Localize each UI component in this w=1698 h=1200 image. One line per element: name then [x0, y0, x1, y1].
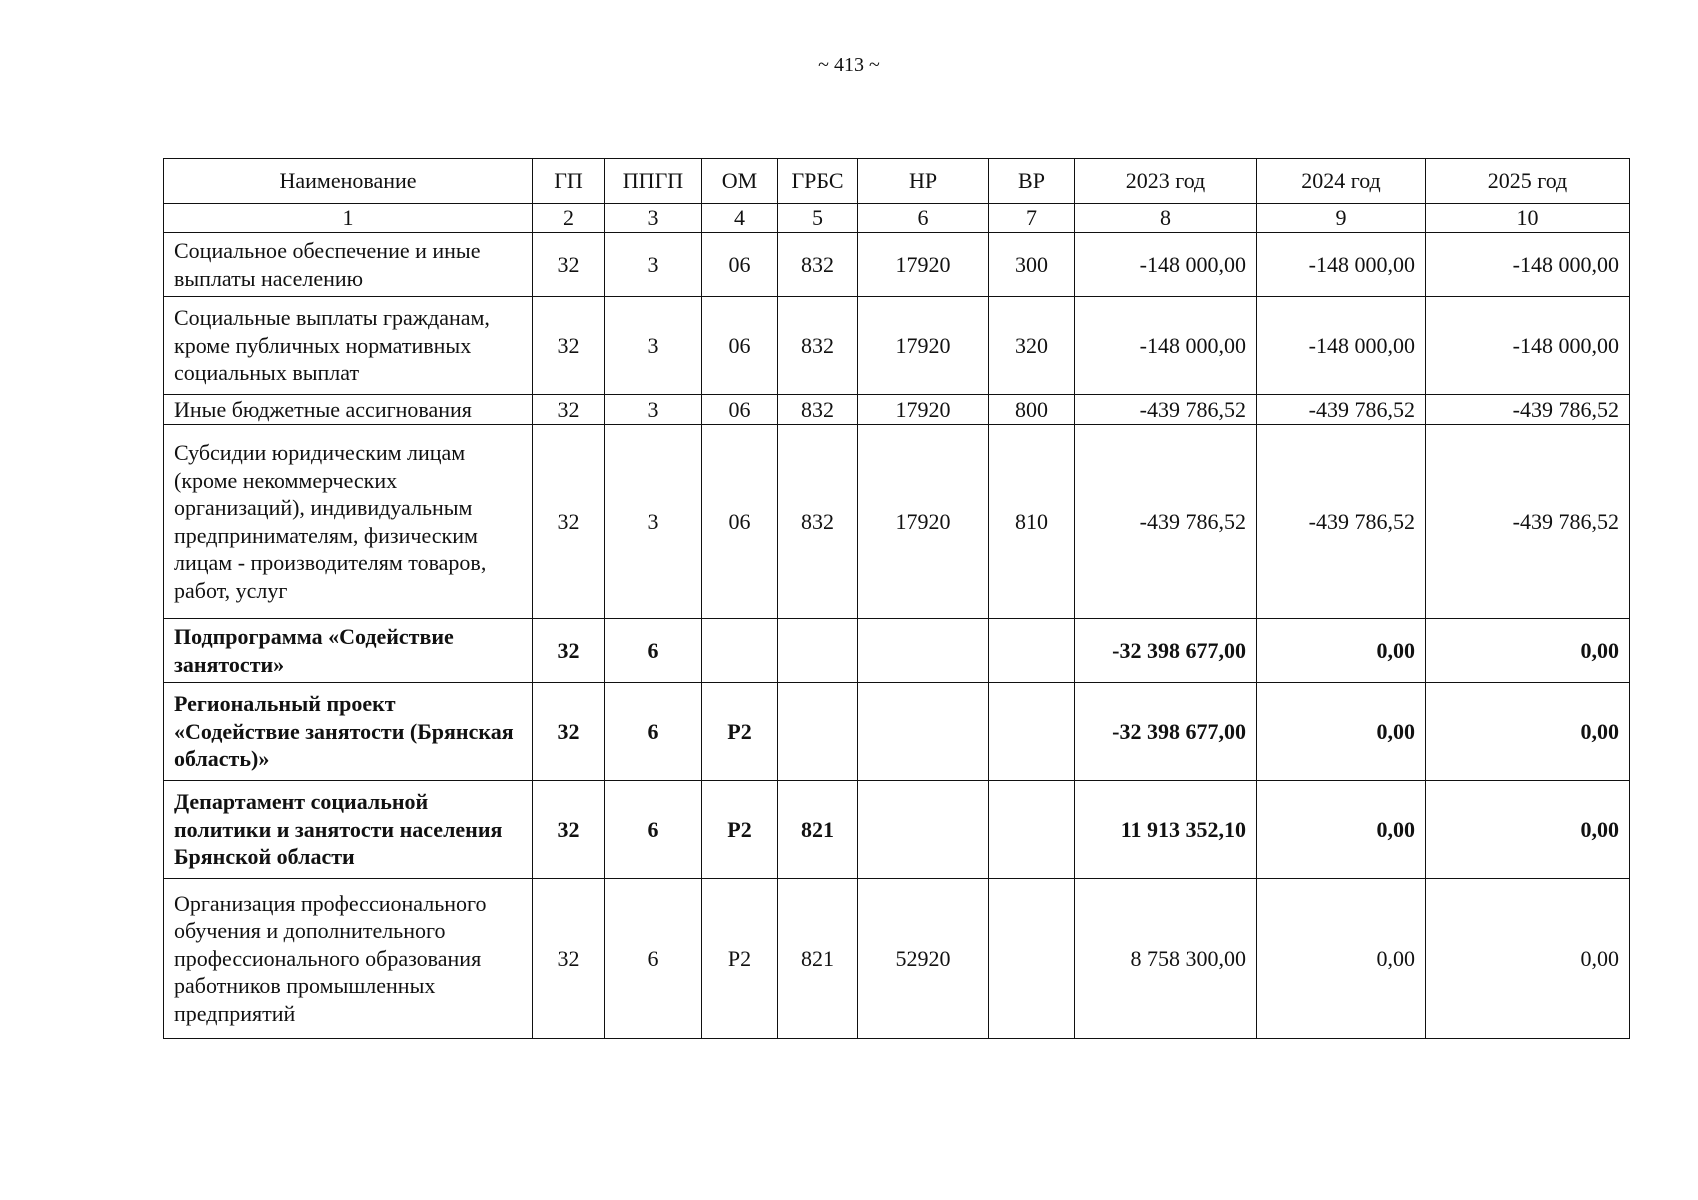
cell-om: Р2 [702, 879, 778, 1039]
cell-vr: 300 [989, 233, 1075, 297]
cell-name: Иные бюджетные ассигнования [164, 395, 533, 425]
cell-grbs: 821 [778, 879, 858, 1039]
cell-2024: 0,00 [1257, 683, 1426, 781]
cell-nr: 17920 [858, 395, 989, 425]
cell-gp: 32 [533, 297, 605, 395]
cell-name: Подпрограмма «Содействие занятости» [164, 619, 533, 683]
cell-2024: -439 786,52 [1257, 395, 1426, 425]
index-cell: 4 [702, 204, 778, 233]
cell-ppgp: 6 [605, 781, 702, 879]
header-2023: 2023 год [1075, 159, 1257, 204]
index-cell: 3 [605, 204, 702, 233]
cell-gp: 32 [533, 683, 605, 781]
table-row [164, 781, 1630, 879]
cell-2025: 0,00 [1426, 879, 1630, 1039]
header-2024: 2024 год [1257, 159, 1426, 204]
cell-2024: -439 786,52 [1257, 425, 1426, 619]
cell-ppgp: 3 [605, 395, 702, 425]
table-row [164, 683, 1630, 781]
cell-vr [989, 683, 1075, 781]
page-number: ~ 413 ~ [818, 54, 880, 76]
cell-om [702, 619, 778, 683]
cell-2024: -148 000,00 [1257, 297, 1426, 395]
index-row [164, 204, 1630, 233]
cell-gp: 32 [533, 233, 605, 297]
cell-name: Социальные выплаты гражданам, кроме публичных нормативных социальных выплат [164, 297, 533, 395]
cell-grbs: 832 [778, 425, 858, 619]
index-cell: 9 [1257, 204, 1426, 233]
cell-2023: -439 786,52 [1075, 395, 1257, 425]
header-vr: ВР [989, 159, 1075, 204]
table-header [164, 159, 1630, 204]
header-grbs: ГРБС [778, 159, 858, 204]
cell-2023: -32 398 677,00 [1075, 619, 1257, 683]
index-cell: 5 [778, 204, 858, 233]
cell-2025: 0,00 [1426, 781, 1630, 879]
cell-om: Р2 [702, 781, 778, 879]
index-cell: 10 [1426, 204, 1630, 233]
cell-nr: 52920 [858, 879, 989, 1039]
table-row [164, 879, 1630, 1039]
index-cell: 7 [989, 204, 1075, 233]
cell-2023: -148 000,00 [1075, 233, 1257, 297]
cell-nr: 17920 [858, 425, 989, 619]
index-cell: 2 [533, 204, 605, 233]
cell-grbs: 832 [778, 395, 858, 425]
table-row [164, 233, 1630, 297]
cell-vr [989, 879, 1075, 1039]
cell-vr: 810 [989, 425, 1075, 619]
cell-gp: 32 [533, 781, 605, 879]
cell-grbs [778, 619, 858, 683]
cell-nr [858, 781, 989, 879]
cell-ppgp: 3 [605, 233, 702, 297]
cell-nr: 17920 [858, 233, 989, 297]
cell-2023: -32 398 677,00 [1075, 683, 1257, 781]
header-name: Наименование [164, 159, 533, 204]
table-row [164, 297, 1630, 395]
header-gp: ГП [533, 159, 605, 204]
index-cell: 1 [164, 204, 533, 233]
cell-2023: -439 786,52 [1075, 425, 1257, 619]
cell-2025: -148 000,00 [1426, 297, 1630, 395]
cell-nr: 17920 [858, 297, 989, 395]
cell-2023: -148 000,00 [1075, 297, 1257, 395]
cell-ppgp: 6 [605, 619, 702, 683]
cell-2025: 0,00 [1426, 619, 1630, 683]
cell-ppgp: 6 [605, 683, 702, 781]
budget-table [163, 158, 1630, 1039]
cell-2024: -148 000,00 [1257, 233, 1426, 297]
cell-ppgp: 3 [605, 297, 702, 395]
cell-2025: -439 786,52 [1426, 425, 1630, 619]
cell-grbs [778, 683, 858, 781]
cell-2023: 11 913 352,10 [1075, 781, 1257, 879]
cell-vr [989, 781, 1075, 879]
cell-grbs: 832 [778, 297, 858, 395]
header-nr: НР [858, 159, 989, 204]
cell-2024: 0,00 [1257, 879, 1426, 1039]
cell-name: Субсидии юридическим лицам (кроме некоммерческих организаций), индивидуальным предпринимателям, физическим лицам - производителям товаров, работ, услуг [164, 425, 533, 619]
cell-ppgp: 3 [605, 425, 702, 619]
cell-name: Региональный проект «Содействие занятости (Брянская область)» [164, 683, 533, 781]
cell-grbs: 821 [778, 781, 858, 879]
cell-ppgp: 6 [605, 879, 702, 1039]
cell-om: 06 [702, 425, 778, 619]
cell-2025: 0,00 [1426, 683, 1630, 781]
cell-name: Социальное обеспечение и иные выплаты населению [164, 233, 533, 297]
cell-nr [858, 683, 989, 781]
cell-om: 06 [702, 297, 778, 395]
cell-grbs: 832 [778, 233, 858, 297]
cell-gp: 32 [533, 879, 605, 1039]
cell-2023: 8 758 300,00 [1075, 879, 1257, 1039]
table-body [164, 204, 1630, 1039]
cell-vr: 800 [989, 395, 1075, 425]
cell-om: 06 [702, 233, 778, 297]
cell-om: 06 [702, 395, 778, 425]
cell-name: Организация профессионального обучения и дополнительного профессионального образования работников промышленных предприятий [164, 879, 533, 1039]
cell-gp: 32 [533, 395, 605, 425]
header-om: ОМ [702, 159, 778, 204]
table-row [164, 425, 1630, 619]
table-row [164, 619, 1630, 683]
cell-om: Р2 [702, 683, 778, 781]
cell-nr [858, 619, 989, 683]
cell-2024: 0,00 [1257, 781, 1426, 879]
table-row [164, 395, 1630, 425]
header-row [164, 159, 1630, 204]
header-ppgp: ППГП [605, 159, 702, 204]
cell-2025: -439 786,52 [1426, 395, 1630, 425]
index-cell: 6 [858, 204, 989, 233]
index-cell: 8 [1075, 204, 1257, 233]
header-2025: 2025 год [1426, 159, 1630, 204]
cell-name: Департамент социальной политики и занятости населения Брянской области [164, 781, 533, 879]
cell-gp: 32 [533, 425, 605, 619]
cell-2024: 0,00 [1257, 619, 1426, 683]
cell-vr [989, 619, 1075, 683]
cell-gp: 32 [533, 619, 605, 683]
cell-2025: -148 000,00 [1426, 233, 1630, 297]
cell-vr: 320 [989, 297, 1075, 395]
